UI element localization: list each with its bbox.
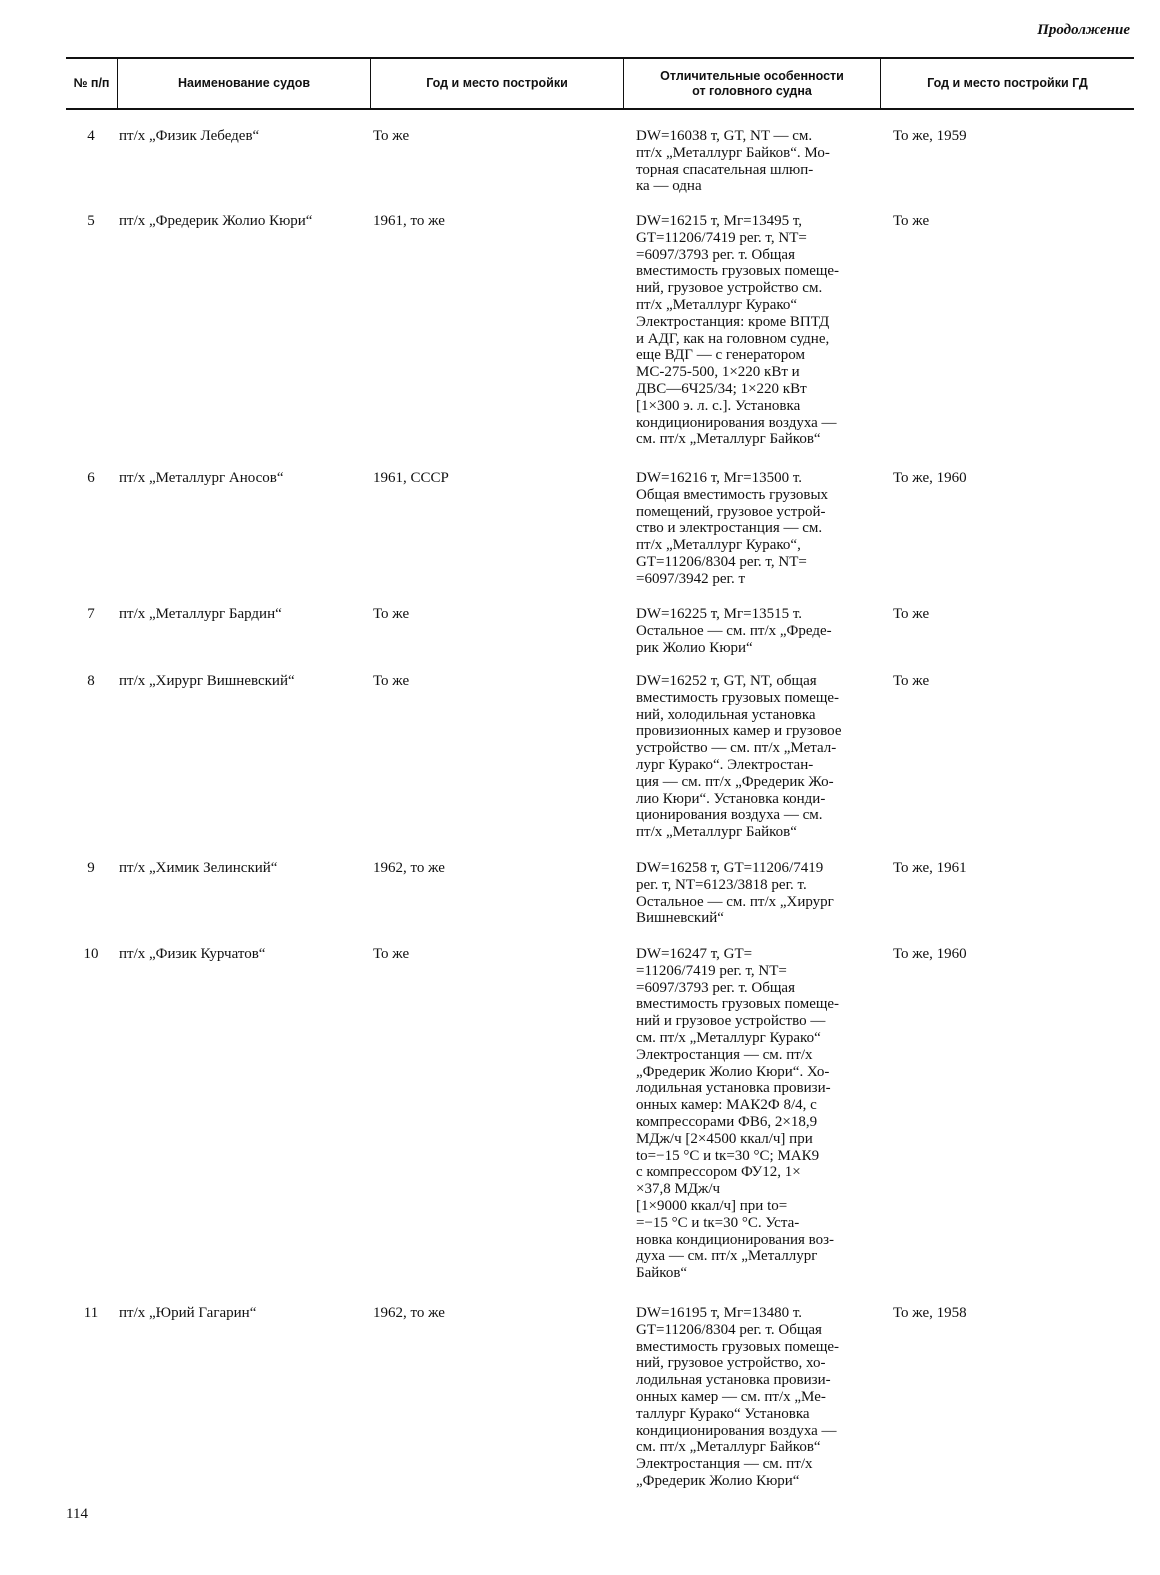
engine-build-year-place: То же — [893, 673, 930, 689]
feature-line: ство и электростанция — см. — [636, 520, 823, 537]
feature-line: DW=16247 т, GT= — [636, 946, 753, 962]
feature-line: Байков“ — [636, 1265, 688, 1282]
feature-line: лодильная установка провизи- — [636, 1080, 831, 1097]
feature-line: [1×300 э. л. с.]. Установка — [636, 397, 801, 414]
feature-line: „Фредерик Жолио Кюри“. Хо- — [636, 1063, 830, 1080]
distinctive-features — [636, 1305, 878, 1490]
row-number: 6 — [87, 470, 95, 486]
build-year-place: 1962, то же — [373, 1305, 445, 1321]
column-header-number: № п/п — [73, 76, 110, 90]
feature-line: Общая вместимость грузовых — [636, 486, 829, 503]
feature-line: с компрессором ФУ12, 1× — [636, 1164, 801, 1181]
feature-line: см. пт/х „Металлург Байков“ — [636, 431, 821, 448]
build-year-place: 1961, то же — [373, 213, 445, 229]
feature-line: помещений, грузовое устрой- — [636, 503, 826, 520]
feature-line: =6097/3793 рег. т. Общая — [636, 979, 795, 996]
feature-line: ка — одна — [636, 178, 702, 195]
feature-line: GT=11206/8304 рег. т, NT= — [636, 553, 807, 570]
feature-line: DW=16225 т, Mг=13515 т. — [636, 606, 803, 622]
feature-line: DW=16216 т, Mг=13500 т. — [636, 470, 803, 486]
feature-line: пт/х „Металлург Байков“ — [636, 824, 797, 841]
build-year-place: 1961, СССР — [373, 470, 449, 486]
vessel-name: пт/х „Юрий Гагарин“ — [119, 1305, 257, 1321]
feature-line: онных камер: МАК2Ф 8/4, с — [636, 1097, 817, 1114]
distinctive-features — [636, 470, 878, 588]
distinctive-features — [636, 946, 878, 1282]
feature-line: ×37,8 МДж/ч — [636, 1181, 721, 1198]
column-header-distinctive-features: Отличительные особенности от головного судна — [660, 68, 844, 98]
feature-line: DW=16258 т, GT=11206/7419 — [636, 860, 824, 876]
feature-line: =−15 °С и tк=30 °С. Уста- — [636, 1214, 800, 1231]
feature-line: ний, холодильная установка — [636, 706, 816, 723]
vessel-name: пт/х „Физик Курчатов“ — [119, 946, 266, 962]
feature-line: Остальное — см. пт/х „Хирург — [636, 893, 834, 910]
feature-line: торная спасательная шлюп- — [636, 161, 814, 178]
vessel-name: пт/х „Физик Лебедев“ — [119, 128, 260, 144]
distinctive-features — [636, 606, 878, 656]
feature-line: МДж/ч [2×4500 ккал/ч] при — [636, 1130, 813, 1147]
vessel-name: пт/х „Металлург Аносов“ — [119, 470, 284, 486]
table-header-bottom-rule — [66, 108, 1134, 110]
engine-build-year-place: То же, 1958 — [893, 1305, 967, 1321]
feature-line: GT=11206/7419 рег. т, NT= — [636, 229, 807, 246]
distinctive-features — [636, 673, 878, 841]
engine-build-year-place: То же, 1959 — [893, 128, 967, 144]
distinctive-features — [636, 128, 878, 195]
column-header-engine-build: Год и место постройки ГД — [927, 76, 1088, 90]
row-number: 11 — [83, 1305, 99, 1321]
feature-line: лург Курако“. Электростан- — [636, 756, 814, 773]
vessel-name: пт/х „Химик Зелинский“ — [119, 860, 278, 876]
row-number: 7 — [87, 606, 95, 622]
feature-line: =11206/7419 рег. т, NT= — [636, 962, 787, 979]
continuation-label: Продолжение — [1037, 22, 1130, 38]
row-number: 8 — [87, 673, 95, 689]
row-number: 4 — [87, 128, 95, 144]
feature-line: пт/х „Металлург Байков“. Мо- — [636, 144, 830, 161]
engine-build-year-place: То же — [893, 606, 930, 622]
feature-line: рик Жолио Кюри“ — [636, 639, 753, 656]
feature-line: ний, грузовое устройство, хо- — [636, 1355, 826, 1372]
engine-build-year-place: То же — [893, 213, 930, 229]
feature-line: см. пт/х „Металлург Курако“ — [636, 1029, 821, 1046]
feature-line: Вишневский“ — [636, 910, 724, 927]
feature-line: ний, грузовое устройство см. — [636, 280, 823, 297]
vessel-name: пт/х „Хирург Вишневский“ — [119, 673, 295, 689]
feature-line: GT=11206/8304 рег. т. Общая — [636, 1321, 822, 1338]
feature-line: лодильная установка провизи- — [636, 1372, 831, 1389]
build-year-place: То же — [373, 128, 410, 144]
page-number: 114 — [66, 1506, 88, 1522]
feature-line: духа — см. пт/х „Металлург — [636, 1248, 818, 1265]
feature-line: ция — см. пт/х „Фредерик Жо- — [636, 773, 834, 790]
feature-line: пт/х „Металлург Курако“ — [636, 296, 798, 313]
feature-line: DW=16252 т, GT, NT, общая — [636, 673, 817, 689]
feature-line: „Фредерик Жолио Кюри“ — [636, 1472, 800, 1489]
row-number: 10 — [83, 946, 99, 962]
feature-line: Остальное — см. пт/х „Фреде- — [636, 622, 832, 639]
feature-line: Электростанция: кроме ВПТД — [636, 313, 830, 330]
feature-line: лио Кюри“. Установка конди- — [636, 790, 826, 807]
feature-line: еще ВДГ — с генератором — [636, 347, 805, 364]
feature-line: новка кондиционирования воз- — [636, 1231, 835, 1248]
feature-line: пт/х „Металлург Курако“, — [636, 537, 801, 554]
feature-line: DW=16215 т, Mг=13495 т, — [636, 213, 803, 229]
column-header-vessel-name: Наименование судов — [177, 76, 311, 90]
feature-line: МС-275-500, 1×220 кВт и — [636, 364, 800, 381]
distinctive-features — [636, 213, 878, 448]
feature-line: см. пт/х „Металлург Байков“ — [636, 1439, 821, 1456]
engine-build-year-place: То же, 1960 — [893, 946, 967, 962]
feature-line: =6097/3942 рег. т — [636, 570, 746, 587]
feature-line: вместимость грузовых помеще- — [636, 996, 840, 1013]
feature-line: вместимость грузовых помеще- — [636, 689, 840, 706]
engine-build-year-place: То же, 1960 — [893, 470, 967, 486]
feature-line: и АДГ, как на головном судне, — [636, 330, 830, 347]
feature-line: tо=−15 °С и tк=30 °С; МАК9 — [636, 1147, 820, 1164]
row-number: 9 — [87, 860, 95, 876]
feature-line: кондиционирования воздуха — — [636, 414, 837, 431]
build-year-place: То же — [373, 673, 410, 689]
feature-line: таллург Курако“ Установка — [636, 1405, 810, 1422]
feature-line: ционирования воздуха — см. — [636, 807, 823, 824]
build-year-place: 1962, то же — [373, 860, 445, 876]
feature-line: ний и грузовое устройство — — [636, 1013, 826, 1030]
distinctive-features — [636, 860, 878, 927]
feature-line: онных камер — см. пт/х „Ме- — [636, 1388, 826, 1405]
feature-line: [1×9000 ккал/ч] при tо= — [636, 1197, 788, 1214]
build-year-place: То же — [373, 606, 410, 622]
feature-line: рег. т, NT=6123/3818 рег. т. — [636, 876, 807, 893]
feature-line: компрессорами ФВ6, 2×18,9 — [636, 1113, 818, 1130]
feature-line: вместимость грузовых помеще- — [636, 1338, 840, 1355]
vessel-name: пт/х „Металлург Бардин“ — [119, 606, 282, 622]
feature-line: =6097/3793 рег. т. Общая — [636, 246, 795, 263]
row-number: 5 — [87, 213, 95, 229]
feature-line: вместимость грузовых помеще- — [636, 263, 840, 280]
vessel-name: пт/х „Фредерик Жолио Кюри“ — [119, 213, 313, 229]
feature-line: ДВС—6Ч25/34; 1×220 кВт — [636, 380, 807, 397]
feature-line: DW=16038 т, GT, NT — см. — [636, 128, 813, 144]
feature-line: Электростанция — см. пт/х — [636, 1456, 813, 1473]
feature-line: Электростанция — см. пт/х — [636, 1046, 813, 1063]
feature-line: DW=16195 т, Mг=13480 т. — [636, 1305, 803, 1321]
feature-line: кондиционирования воздуха — — [636, 1422, 837, 1439]
build-year-place: То же — [373, 946, 410, 962]
column-header-build-year-place: Год и место постройки — [426, 76, 568, 90]
feature-line: устройство — см. пт/х „Метал- — [636, 740, 837, 757]
feature-line: провизионных камер и грузовое — [636, 723, 842, 740]
engine-build-year-place: То же, 1961 — [893, 860, 967, 876]
